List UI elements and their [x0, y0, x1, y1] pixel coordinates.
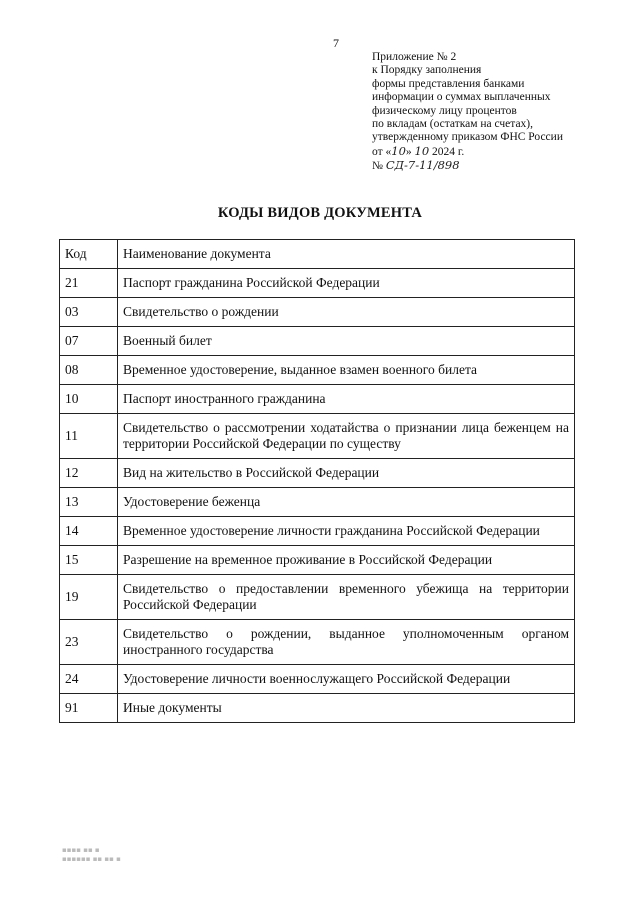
row-name: Удостоверение личности военнослужащего Российской Федерации — [118, 665, 575, 694]
row-code: 08 — [60, 356, 118, 385]
table-row — [60, 546, 575, 575]
order-number: СД-7-11/898 — [385, 158, 460, 173]
table-row — [60, 414, 575, 459]
appendix-line: физическому лицу процентов — [372, 104, 517, 117]
row-name: Свидетельство о предоставлении временного убежища на территории Российской Федерации — [118, 575, 575, 620]
row-name: Вид на жительство в Российской Федерации — [118, 459, 575, 488]
row-code: 10 — [60, 385, 118, 414]
scan-stamp: ▪▪▪▪ ▪▪ ▪ ▪▪▪▪▪▪ ▪▪ ▪▪ ▪ — [62, 846, 121, 863]
date-month: 10 — [414, 143, 430, 158]
appendix-line: формы представления банками — [372, 77, 525, 90]
table-row — [60, 694, 575, 723]
row-name: Удостоверение беженца — [118, 488, 575, 517]
appendix-line: к Порядку заполнения — [372, 64, 482, 77]
codes-table — [59, 239, 575, 723]
table-row — [60, 665, 575, 694]
row-code: 14 — [60, 517, 118, 546]
row-name: Свидетельство о рассмотрении ходатайства о признании лица беженцем на территории Российской Федерации по существу — [118, 414, 575, 459]
appendix-line: утвержденному приказом ФНС России — [372, 131, 563, 144]
row-name: Временное удостоверение, выданное взамен военного билета — [118, 356, 575, 385]
row-name: Иные документы — [118, 694, 575, 723]
appendix-block — [372, 51, 563, 174]
date-prefix: от « — [372, 145, 392, 158]
order-number-line — [372, 159, 563, 173]
date-day: 10 — [391, 143, 406, 158]
table-row — [60, 517, 575, 546]
table-row — [60, 298, 575, 327]
row-code: 13 — [60, 488, 118, 517]
number-prefix: № — [372, 160, 386, 173]
document-title: КОДЫ ВИДОВ ДОКУМЕНТА — [217, 205, 423, 221]
page-number: 7 — [333, 36, 339, 50]
row-name: Разрешение на временное проживание в Российской Федерации — [118, 546, 575, 575]
table-row — [60, 356, 575, 385]
row-code: 19 — [60, 575, 118, 620]
row-code: 12 — [60, 459, 118, 488]
row-code: 23 — [60, 620, 118, 665]
row-code: 07 — [60, 327, 118, 356]
row-code: 21 — [60, 269, 118, 298]
table-row — [60, 385, 575, 414]
appendix-line: по вкладам (остаткам на счетах), — [372, 118, 534, 131]
table-row — [60, 575, 575, 620]
order-date-line — [372, 145, 563, 159]
table-header-row — [60, 240, 575, 269]
table-row — [60, 269, 575, 298]
row-code: 24 — [60, 665, 118, 694]
row-name: Свидетельство о рождении, выданное уполномоченным органом иностранного государства — [118, 620, 575, 665]
table-row — [60, 459, 575, 488]
row-code: 03 — [60, 298, 118, 327]
row-name: Паспорт иностранного гражданина — [118, 385, 575, 414]
header-code: Код — [60, 240, 118, 269]
table-row — [60, 488, 575, 517]
row-name: Временное удостоверение личности гражданина Российской Федерации — [118, 517, 575, 546]
row-code: 91 — [60, 694, 118, 723]
row-name: Паспорт гражданина Российской Федерации — [118, 269, 575, 298]
appendix-line: информации о суммах выплаченных — [372, 91, 551, 104]
date-year: 2024 г. — [429, 145, 465, 158]
table-row — [60, 620, 575, 665]
row-code: 11 — [60, 414, 118, 459]
date-mid: » — [405, 145, 415, 158]
table-row — [60, 327, 575, 356]
appendix-line: Приложение № 2 — [372, 51, 457, 63]
row-name: Свидетельство о рождении — [118, 298, 575, 327]
row-code: 15 — [60, 546, 118, 575]
header-name: Наименование документа — [118, 240, 575, 269]
row-name: Военный билет — [118, 327, 575, 356]
